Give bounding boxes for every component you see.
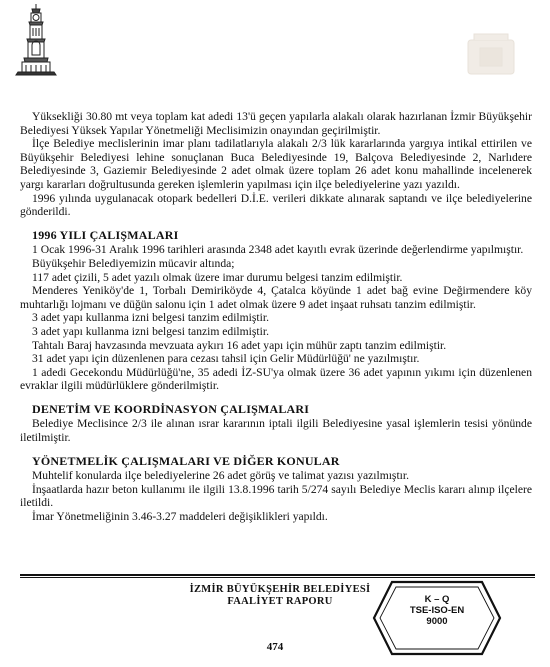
faded-emblem-icon [462,30,520,82]
paragraph: Muhtelif konularda ilçe belediyelerine 26 adet görüş ve talimat yazısı yazılmıştır. [32,469,410,483]
paragraph: Menderes Yeniköy'de 1, Torbalı Demiriköyde 4, Çatalca köyünde 1 adet bağ evine Değirmendere köy muhtarlığı lojmanı ve düğün salonu için 1 adet olmak üzere 9 adet inşaat ruhsatı tanzim edilmiştir. [20,284,532,311]
paragraph: Büyükşehir Belediyemizin mücavir altında; [32,256,235,270]
section-heading-denetim: DENETİM VE KOORDİNASYON ÇALIŞMALARI [32,401,310,416]
paragraph: İlçe Belediye meclislerinin imar planı tadilatlarıyla alakalı 2/3 lük kararlarında yargıya intikal ettirilen ve Büyükşehir Belediyesi lehine sonuçlanan Buca Belediyesinde 19, Balçova Belediyesinde 2, Narlıdere Belediyesinde 3, Gaziemir Belediyesinde 2 adet olmak üzere toplam 26 adet konu mahallinde incelenerek yargı kararları doğrultusunda gereken işlemlerin yapılması için ilçe belediyelerine yazı yazıldı. [20,137,532,191]
section-heading-1996: 1996 YILI ÇALIŞMALARI [32,227,179,242]
page-number: 474 [266,641,284,653]
seal-line: 9000 [426,616,448,627]
section-heading-yonetmelik: YÖNETMELİK ÇALIŞMALARI VE DİĞER KONULAR [32,453,340,468]
paragraph: 1 adedi Gecekondu Müdürlüğü'ne, 35 adedi İZ-SU'ya olmak üzere 36 adet yapının yıkımı için düzenlenen evraklar ilgili müdürlüklere gönderilmiştir. [20,365,532,393]
paragraph: İnşaatlarda hazır beton kullanımı ile ilgili 13.8.1996 tarih 5/274 sayılı Belediye Meclis kararı alınıp ilçelere iletildi. [20,482,532,510]
paragraph: Yüksekliği 30.80 mt veya toplam kat adedi 13'ü geçen yapılarla alakalı olarak hazırlanan İzmir Büyükşehir Belediyesi Yüksek Yapılar Yönetmeliği Meclisimizin onayından geçirilmiştir. [20,110,532,137]
footer-rule [20,574,535,576]
paragraph: Belediye Meclisince 2/3 ile alınan ısrar kararının iptali ilgili Belediyesine yasal işlemlerin tesisi yönünde iletilmiştir. [20,417,532,445]
footer-org-name: İZMİR BÜYÜKŞEHİR BELEDİYESİ [189,584,371,595]
paragraph: 1 Ocak 1996-31 Aralık 1996 tarihleri arasında 2348 adet kayıtlı evrak üzerinde değerlendirme yapılmıştır. [32,243,524,257]
clock-tower-icon [14,2,58,76]
paragraph: İmar Yönetmeliğinin 3.46-3.27 maddeleri değişiklikleri yapıldı. [32,510,328,524]
paragraph: 1996 yılında uygulanacak otopark bedelleri D.İ.E. verileri dikkate alınarak saptandı ve ilçe belediyelerine gönderildi. [20,191,532,219]
paragraph: 3 adet yapı kullanma izni belgesi tanzim edilmiştir. [32,311,269,325]
paragraph: 3 adet yapı kullanma izni belgesi tanzim edilmiştir. [32,324,269,338]
footer-report-title: FAALİYET RAPORU [227,596,333,607]
seal-line: TSE-ISO-EN [409,605,465,616]
document-body [20,110,532,524]
paragraph: 117 adet çizili, 5 adet yazılı olmak üzere imar durumu belgesi tanzim edilmiştir. [32,270,403,284]
footer-organization [150,584,410,608]
quality-seal-text [392,594,482,627]
paragraph: 31 adet yapı için düzenlenen para cezası tahsil için Gelir Müdürlüğü' ne yazılmıştır. [32,352,420,366]
seal-line: K – Q [424,594,450,605]
paragraph: Tahtalı Baraj havzasında mevzuata aykırı 16 adet yapı için mühür zaptı tanzim edilmiştir. [32,338,447,352]
footer-rule-thin [20,577,535,578]
